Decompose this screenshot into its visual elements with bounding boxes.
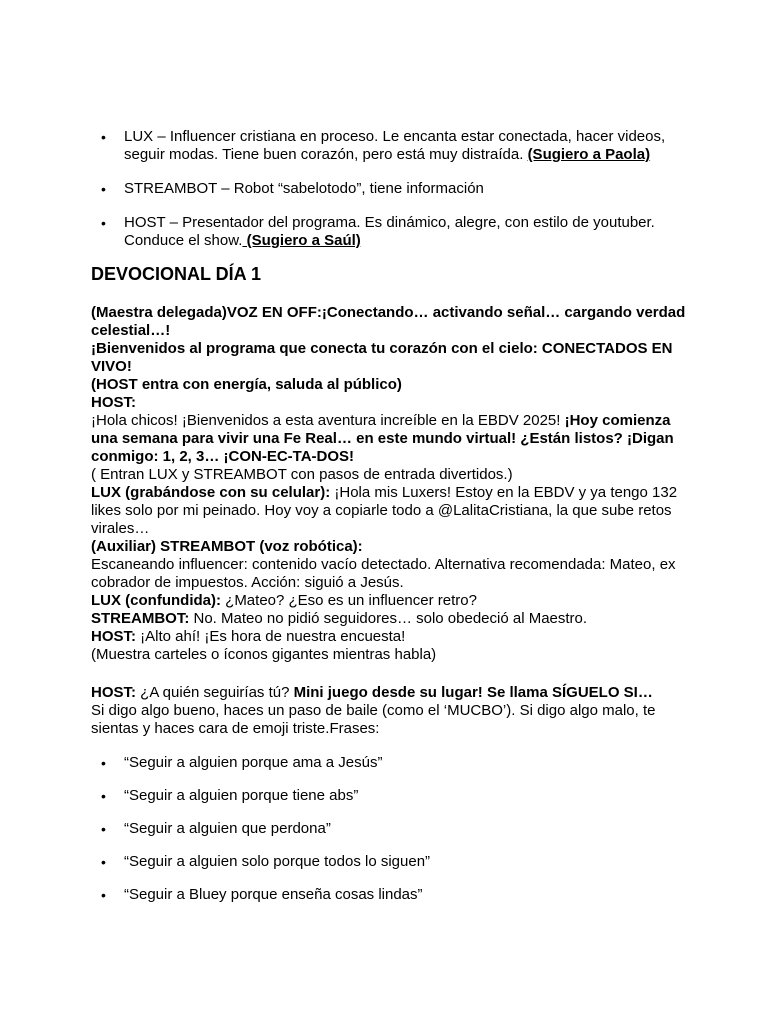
dialogue-line: Escaneando influencer: contenido vacío detectado. Alternativa recomendada: Mateo, ex cobrador de impuestos. Acción: siguió a Jesús.: [91, 556, 676, 591]
game-block: [91, 684, 691, 738]
speaker-label: HOST:: [91, 684, 136, 701]
dialogue-line: LUX (confundida): ¿Mateo? ¿Eso es un influencer retro?: [91, 592, 477, 609]
stage-direction: (Muestra carteles o íconos gigantes mientras habla): [91, 646, 437, 663]
list-item: [100, 214, 680, 250]
voice-over-line: ¡Bienvenidos al programa que conecta tu corazón con el cielo: CONECTADOS EN VIVO!: [91, 340, 673, 375]
list-item: • “Seguir a alguien porque ama a Jesús”: [100, 754, 680, 772]
stage-direction: ( Entran LUX y STREAMBOT con pasos de entrada divertidos.): [91, 466, 513, 483]
script-block: [91, 304, 691, 664]
game-rules: Si digo algo bueno, haces un paso de baile (como el ‘MUCBO’). Si digo algo malo, te sientas y haces cara de emoji triste.Frases:: [91, 702, 656, 737]
character-description: STREAMBOT – Robot “sabelotodo”, tiene información: [124, 180, 484, 197]
voice-over-line: (Maestra delegada)VOZ EN OFF:¡Conectando… activando señal… cargando verdad celestial…!: [91, 304, 686, 339]
list-item: • “Seguir a alguien solo porque todos lo siguen”: [100, 853, 680, 871]
dialogue-line: ¡Hola chicos! ¡Bienvenidos a esta aventura increíble en la EBDV 2025! ¡Hoy comienza una semana para vivir una Fe Real… en este mundo virtual! ¿Están listos? ¡Digan conmigo: 1, 2, 3… ¡CON-EC-TA-DOS!: [91, 412, 674, 465]
casting-note: (Sugiero a Paola): [527, 146, 651, 163]
casting-note: (Sugiero a Saúl): [242, 232, 361, 249]
speaker-label: (Auxiliar) STREAMBOT (voz robótica):: [91, 538, 363, 555]
list-item: [100, 128, 680, 164]
character-description: HOST – Presentador del programa. Es dinámico, alegre, con estilo de youtuber. Conduce el show.: [124, 214, 655, 249]
stage-direction: (HOST entra con energía, saluda al público): [91, 376, 402, 393]
phrases-list: [100, 754, 680, 904]
list-item: • “Seguir a alguien porque tiene abs”: [100, 787, 680, 805]
character-list: [100, 128, 680, 250]
list-item: [100, 180, 680, 198]
speaker-label: HOST:: [91, 394, 136, 411]
section-heading: DEVOCIONAL DÍA 1: [91, 264, 262, 284]
speaker-label: HOST:: [91, 628, 136, 645]
dialogue-line: STREAMBOT: No. Mateo no pidió seguidores… solo obedeció al Maestro.: [91, 610, 588, 627]
dialogue-line: HOST: ¿A quién seguirías tú? Mini juego desde su lugar! Se llama SÍGUELO SI…: [91, 684, 653, 701]
character-description: LUX – Influencer cristiana en proceso. Le encanta estar conectada, hacer videos, seguir modas. Tiene buen corazón, pero está muy distraída.: [124, 128, 666, 163]
list-item: • “Seguir a alguien que perdona”: [100, 820, 680, 838]
dialogue-line: HOST: ¡Alto ahí! ¡Es hora de nuestra encuesta!: [91, 628, 406, 645]
dialogue-line: LUX (grabándose con su celular): ¡Hola mis Luxers! Estoy en la EBDV y ya tengo 132 likes solo por mi peinado. Hoy voy a copiarle todo a @LalitaCristiana, la que sube retos virales…: [91, 484, 678, 537]
list-item: • “Seguir a Bluey porque enseña cosas lindas”: [100, 886, 680, 904]
speaker-label: LUX (grabándose con su celular):: [91, 484, 331, 501]
speaker-label: STREAMBOT:: [91, 610, 190, 627]
speaker-label: LUX (confundida):: [91, 592, 221, 609]
